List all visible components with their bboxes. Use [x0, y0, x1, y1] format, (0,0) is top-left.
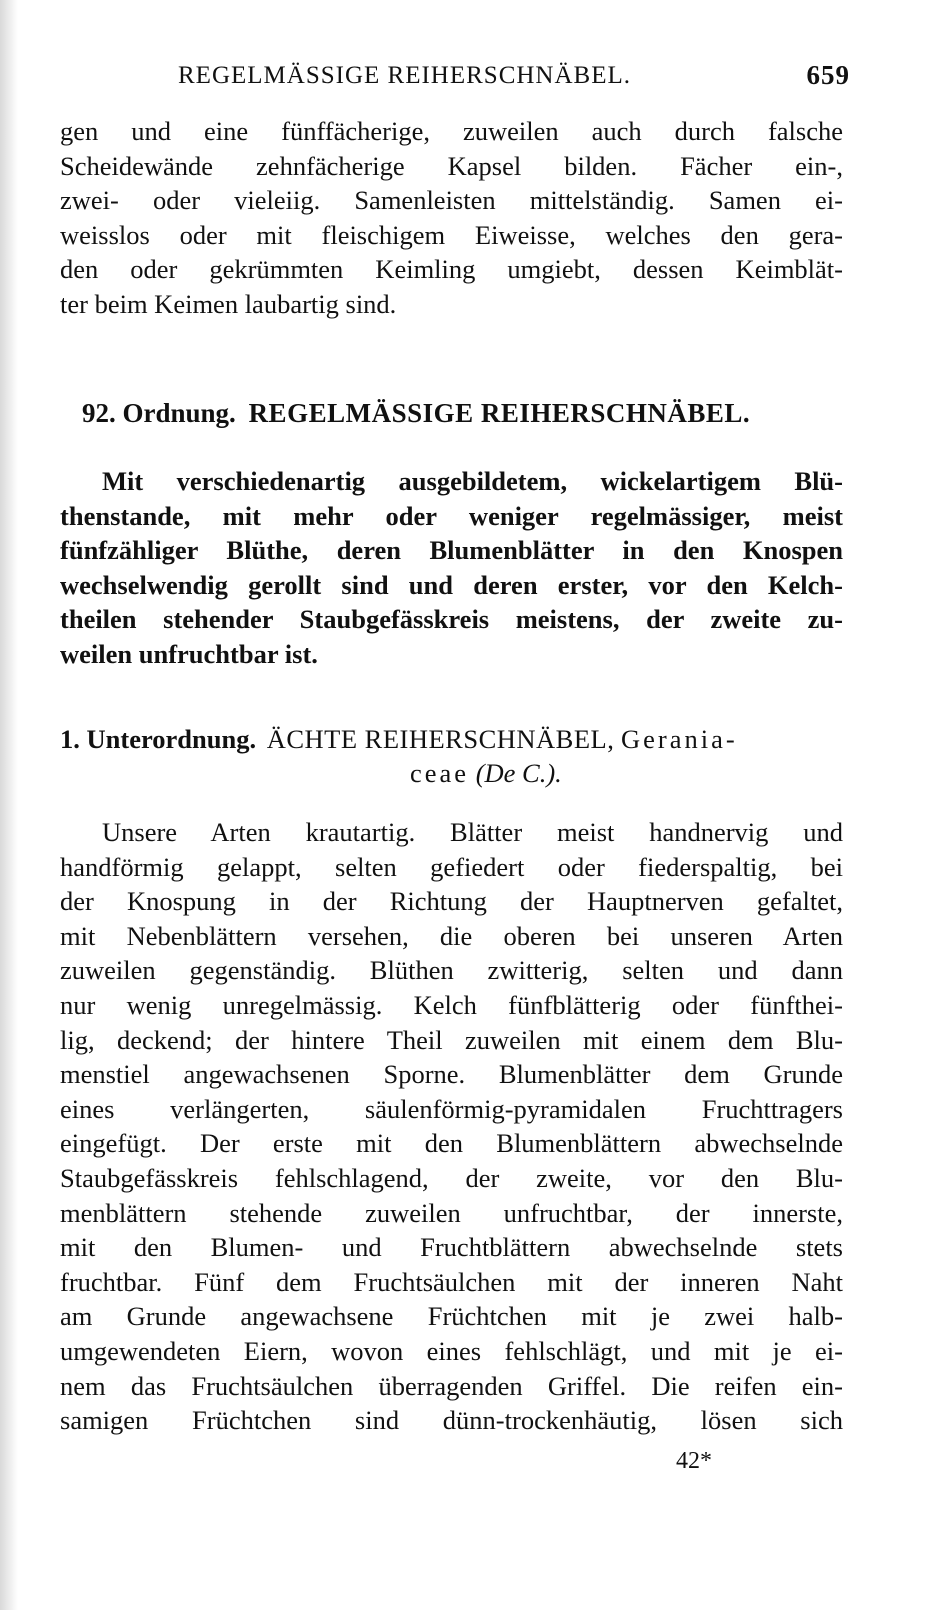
suborder-latin-name-part1: Gerania-: [620, 724, 738, 754]
text-line: Scheidewände zehnfächerige Kapsel bilden. Fächer ein-,: [60, 150, 843, 181]
text-line: thenstande, mit mehr oder weniger regelmässiger, meist: [60, 500, 843, 531]
text-line: den oder gekrümmten Keimling umgiebt, dessen Keimblät-: [60, 254, 843, 285]
text-line: samigen Früchtchen sind dünn-trockenhäutig, lösen sich: [60, 1405, 843, 1436]
page-edge-shadow: [0, 0, 18, 1610]
text-line: mit den Blumen- und Fruchtblättern abwechselnde stets: [60, 1232, 843, 1263]
text-line: weisslos oder mit fleischigem Eiweisse, welches den gera-: [60, 219, 843, 250]
text-line: fruchtbar. Fünf dem Fruchtsäulchen mit der inneren Naht: [60, 1266, 843, 1297]
running-header: [60, 58, 850, 98]
suborder-heading-line-1: [60, 722, 843, 756]
text-line: theilen stehender Staubgefässkreis meistens, der zweite zu-: [60, 604, 843, 635]
suborder-heading: [60, 722, 843, 790]
text-line: zwei- oder vieleiig. Samenleisten mittelständig. Samen ei-: [60, 185, 843, 216]
text-line: wechselwendig gerollt sind und deren erster, vor den Kelch-: [60, 569, 843, 600]
page-number: 659: [806, 60, 850, 90]
text-line: gen und eine fünffächerige, zuweilen auch durch falsche: [60, 116, 843, 146]
order-label: Ordnung.: [122, 398, 236, 428]
signature-mark: 42*: [676, 1448, 712, 1474]
text-line: eines verlängerten, säulenförmig-pyramidalen Fruchttragers: [60, 1093, 843, 1124]
text-line: zuweilen gegenständig. Blüthen zwitterig, selten und dann: [60, 955, 843, 986]
text-line: Mit verschiedenartig ausgebildetem, wickelartigem Blü-: [102, 466, 843, 496]
text-line: mit Nebenblättern versehen, die oberen bei unseren Arten: [60, 920, 843, 951]
running-title: REGELMÄSSIGE REIHERSCHNÄBEL.: [178, 62, 632, 89]
suborder-authority: (De C.).: [475, 758, 562, 788]
text-line: am Grunde angewachsene Früchtchen mit je zwei halb-: [60, 1301, 843, 1332]
text-line: umgewendeten Eiern, wovon eines fehlschlägt, und mit je ei-: [60, 1335, 843, 1366]
text-line: menblättern stehende zuweilen unfruchtbar, der innerste,: [60, 1197, 843, 1228]
suborder-number-label: 1. Unterordnung.: [60, 724, 257, 754]
text-line: der Knospung in der Richtung der Hauptnerven gefaltet,: [60, 886, 843, 917]
suborder-title: ÄCHTE REIHERSCHNÄBEL,: [266, 724, 615, 754]
text-line: lig, deckend; der hintere Theil zuweilen mit einem dem Blu-: [60, 1024, 843, 1055]
text-line: weilen unfruchtbar ist.: [60, 638, 318, 669]
text-line: menstiel angewachsenen Sporne. Blumenblätter dem Grunde: [60, 1059, 843, 1090]
intro-paragraph: [60, 114, 843, 322]
suborder-description: [60, 815, 843, 1438]
text-line: nur wenig unregelmässig. Kelch fünfblätterig oder fünfthei-: [60, 989, 843, 1020]
order-description: [60, 464, 843, 672]
text-line: handförmig gelappt, selten gefiedert oder fiederspaltig, bei: [60, 851, 843, 882]
suborder-heading-line-2: [60, 756, 843, 790]
order-number: 92.: [82, 398, 116, 428]
text-line: Unsere Arten krautartig. Blätter meist handnervig und: [102, 817, 843, 847]
text-line: Staubgefässkreis fehlschlagend, der zweite, vor den Blu-: [60, 1162, 843, 1193]
text-line: nem das Fruchtsäulchen überragenden Griffel. Die reifen ein-: [60, 1370, 843, 1401]
order-heading: [82, 398, 750, 429]
order-title: REGELMÄSSIGE REIHERSCHNÄBEL.: [248, 398, 751, 428]
text-line: eingefügt. Der erste mit den Blumenblättern abwechselnde: [60, 1128, 843, 1159]
text-line: ter beim Keimen laubartig sind.: [60, 288, 397, 319]
text-line: fünfzähliger Blüthe, deren Blumenblätter in den Knospen: [60, 535, 843, 566]
suborder-latin-name-part2: ceae: [410, 758, 470, 788]
